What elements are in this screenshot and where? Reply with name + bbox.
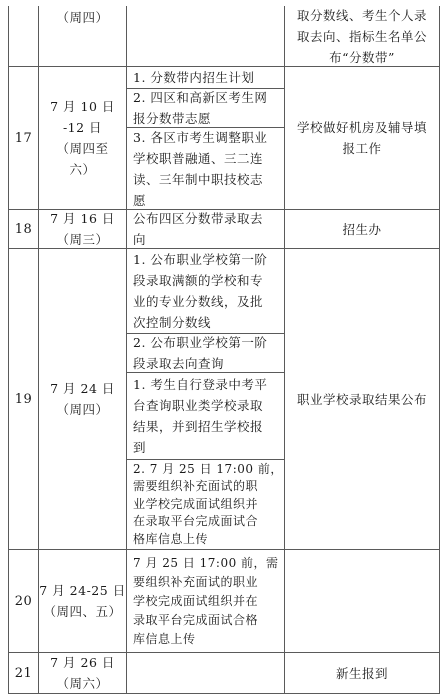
date-line: （周四） [56, 10, 109, 25]
date-line: （周六） [56, 676, 109, 691]
date-line: （周四） [56, 402, 109, 417]
item-cell [127, 249, 284, 333]
date-line: 7 月 16 日 [50, 211, 115, 226]
item-line: 业学校完成面试组织并 [133, 496, 259, 511]
item-line: 要组织补充面试的职业 [133, 574, 259, 589]
date-cell [39, 67, 126, 209]
note-cell [285, 210, 439, 248]
item-line: 读、三年制中职技校志 [133, 171, 264, 187]
table-border-right [439, 6, 440, 694]
item-line: 2. 7 月 25 日 17:00 前， [133, 461, 283, 476]
item-line: 2. 公布职业学校第一阶 [133, 335, 268, 350]
item-line: 业的专业分数线，及批 [133, 294, 264, 309]
item-line: 结果，并到招生学校报 [133, 419, 264, 434]
item-cell [127, 550, 284, 652]
item-line: 格库信息上传 [133, 531, 209, 546]
item-cell [127, 67, 284, 88]
date-line: （周四至 [56, 141, 109, 156]
note-line: 布“分数带” [329, 49, 395, 65]
row-number: 21 [14, 665, 33, 681]
item-line: 报分数带志愿 [133, 111, 212, 126]
note-line: 职业学校录取结果公布 [296, 391, 427, 407]
date-cell [39, 249, 126, 549]
date-cell [39, 550, 126, 652]
note-cell [285, 67, 439, 209]
item-cell [127, 373, 284, 459]
item-line: 需要组织补充面试的职 [133, 479, 259, 494]
item-cell [127, 334, 284, 372]
date-cell [39, 210, 126, 248]
date-cell [39, 653, 126, 693]
item-line: 次控制分数线 [133, 315, 212, 330]
item-line: 段录取去向查询 [133, 356, 225, 371]
date-cell [39, 6, 126, 66]
item-line: 在录取平台完成面试合 [133, 514, 259, 529]
note-line: 报工作 [342, 141, 382, 156]
item-cell [127, 460, 284, 549]
item-cell [127, 89, 284, 127]
note-line: 取去向、指标生名单公 [296, 28, 427, 44]
date-line: （周三） [56, 232, 109, 247]
item-line: 录取平台完成面试合格 [133, 612, 259, 627]
item-line: 向 [133, 232, 147, 247]
item-line: 愿 [133, 192, 147, 208]
row-number: 19 [14, 391, 33, 407]
row-number: 20 [14, 593, 33, 609]
item-line: 到 [133, 440, 147, 455]
item-cell [127, 210, 284, 248]
date-line: -12 日 [62, 120, 103, 135]
note-cell [285, 249, 439, 549]
date-line: 7 月 24 日 [50, 381, 115, 396]
date-line: （周四、五） [43, 604, 122, 619]
note-line: 新生报到 [335, 665, 388, 681]
item-line: 库信息上传 [133, 631, 196, 646]
date-line: 7 月 24-25 日 [39, 583, 126, 598]
item-line: 学校职普融通、三二连 [133, 150, 264, 166]
note-cell [285, 653, 439, 693]
item-line: 1. 分数带内招生计划 [133, 70, 255, 85]
note-line: 取分数线、考生个人录 [296, 7, 427, 23]
item-line: 台查询职业类学校录取 [133, 398, 264, 413]
schedule-table [8, 6, 440, 694]
item-cell [127, 128, 284, 209]
item-line: 段录取满额的学校和专 [133, 273, 264, 288]
note-cell [285, 6, 439, 66]
note-line: 学校做好机房及辅导填 [296, 120, 427, 135]
row-number: 17 [14, 130, 33, 146]
item-line: 2. 四区和高新区考生网 [133, 90, 268, 105]
note-line: 招生办 [342, 221, 382, 237]
item-line: 3. 各区市考生调整职业 [133, 129, 268, 145]
item-line: 公布四区分数带录取去 [133, 211, 264, 226]
item-line: 1. 考生自行登录中考平 [133, 377, 268, 392]
item-line: 1. 公布职业学校第一阶 [133, 252, 268, 267]
date-line: 7 月 10 日 [50, 99, 115, 114]
item-line: 学校完成面试组织并在 [133, 593, 259, 608]
row-number: 18 [14, 221, 33, 237]
date-line: 六） [69, 162, 96, 177]
date-line: 7 月 26 日 [50, 655, 115, 670]
item-line: 7 月 25 日 17:00 前，需 [133, 555, 279, 570]
